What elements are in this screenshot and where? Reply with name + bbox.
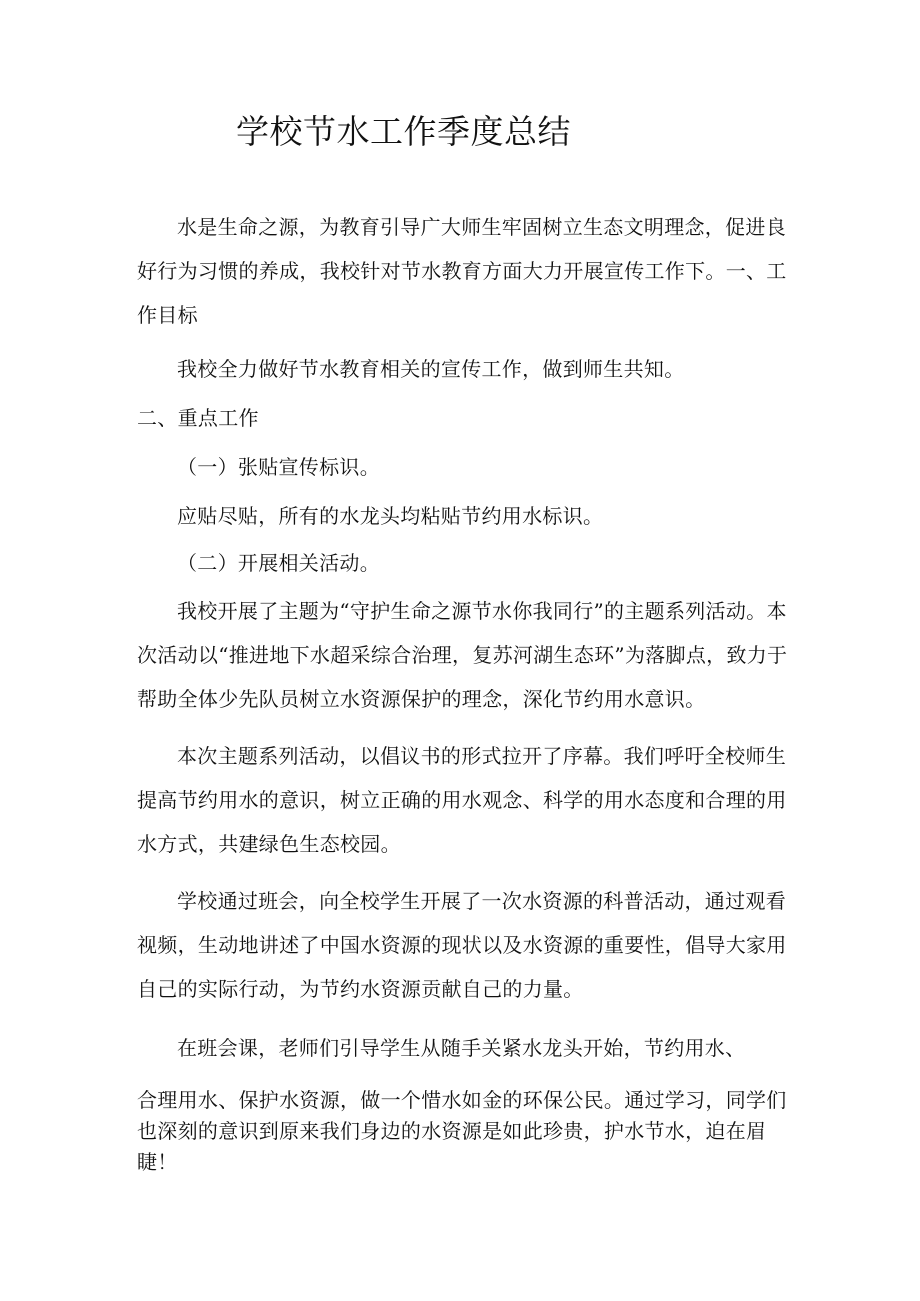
subsection-heading-activities: （二）开展相关活动。: [177, 551, 380, 575]
paragraph-intro: 水是生命之源，为教育引导广大师生牢固树立生态文明理念，促进良好行为习惯的养成，我校针对节水教育方面大力开展宣传工作下。一、工作目标: [137, 215, 787, 327]
section-heading-key-work: 二、重点工作: [137, 406, 259, 430]
paragraph-conclusion: 合理用水、保护水资源，做一个惜水如金的环保公民。通过学习，同学们也深刻的意识到原来我们身边的水资源是如此珍贵，护水节水，迫在眉睫！: [137, 1088, 787, 1174]
document-title: 学校节水工作季度总结: [236, 112, 571, 151]
paragraph-theme-activity: 我校开展了主题为“守护生命之源节水你我同行”的主题系列活动。本次活动以“推进地下水超采综合治理，复苏河湖生态环”为落脚点，致力于帮助全体少先队员树立水资源保护的理念，深化节约用水意识。: [137, 599, 788, 711]
paragraph-teachers-guide: 在班会课，老师们引导学生从随手关紧水龙头开始，节约用水、: [177, 1036, 746, 1060]
paragraph-class-meeting: 学校通过班会，向全校学生开展了一次水资源的科普活动，通过观看视频，生动地讲述了中国水资源的现状以及水资源的重要性，倡导大家用自己的实际行动，为节约水资源贡献自己的力量。: [137, 889, 787, 1001]
subsection-heading-signs: （一）张贴宣传标识。: [177, 455, 380, 479]
paragraph-signs: 应贴尽贴，所有的水龙头均粘贴节约用水标识。: [177, 504, 604, 528]
paragraph-proposal: 本次主题系列活动，以倡议书的形式拉开了序幕。我们呼吁全校师生提高节约用水的意识，树立正确的用水观念、科学的用水态度和合理的用水方式，共建绿色生态校园。: [137, 744, 787, 856]
paragraph-goal: 我校全力做好节水教育相关的宣传工作，做到师生共知。: [177, 357, 685, 381]
